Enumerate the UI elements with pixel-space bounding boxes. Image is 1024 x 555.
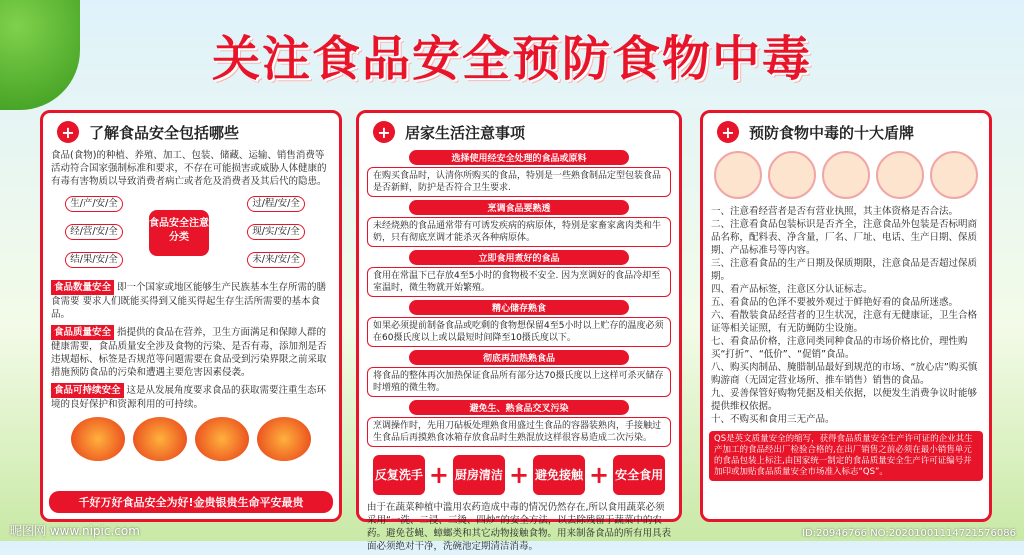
tip-body: 食用在常温下已存放4至5小时的食物极不安全. 因为烹调好的食品冷却至室温时，微生物就开始繁殖。	[367, 267, 671, 297]
slogan-bar: 千好万好食品安全为好!金贵银贵生命平安最贵	[49, 491, 333, 513]
tip-heading: 立即食用煮好的食品	[409, 250, 629, 265]
classification-diagram	[51, 194, 331, 274]
child-eating-illustration	[768, 151, 816, 199]
class-item: 经/营/安/全	[65, 224, 123, 240]
sustain-text: 这是从发展角度要求食品的获取需要注重生态环境的良好保护和资源利用的可持续。	[51, 385, 327, 410]
food-image	[133, 417, 187, 461]
illustration-row	[703, 151, 989, 199]
child-eating-illustration	[822, 151, 870, 199]
class-item: 过/程/安/全	[247, 196, 305, 212]
panel-home-tips	[356, 110, 682, 552]
plus-icon: +	[57, 121, 79, 143]
tip-heading: 烹调食品要熟透	[409, 200, 629, 215]
qty-tag: 食品数量安全	[51, 280, 114, 295]
action-safe-eat: 安全食用	[613, 455, 665, 495]
shield-item: 八、购买肉制品、腌腊制品最好到规范的市场、“放心店”购买慎购游商（无固定营业场所、推车销售）销售的食品。	[711, 362, 978, 386]
quality-paragraph	[43, 323, 339, 381]
child-eating-illustration	[876, 151, 924, 199]
food-image	[195, 417, 249, 461]
quality-tag: 食品质量安全	[51, 325, 114, 340]
shield-item: 六、看散装食品经营者的卫生状况，注意有无健康证，卫生合格证等相关证照，有无防蝇防尘设施。	[711, 310, 978, 334]
plus-icon: +	[589, 461, 610, 489]
qty-paragraph	[43, 278, 339, 323]
panel-heading: 居家生活注意事项	[405, 123, 526, 142]
class-center: 食品安全注意分类	[149, 210, 209, 256]
plus-icon: +	[508, 461, 530, 489]
panel-ten-shields	[700, 110, 992, 522]
qty-text: 即一个国家或地区能够生产民族基本生存所需的膳食需要 要求人们既能买得到又能买得起生存生活所需要的基本食品。	[51, 282, 327, 320]
sustain-tag: 食品可持续安全	[51, 383, 124, 398]
action-wash-hands: 反复洗手	[373, 455, 425, 495]
plus-icon: +	[373, 121, 395, 143]
sustain-paragraph	[43, 381, 339, 413]
intro-text: 食品(食物)的种植、养殖、加工、包装、储藏、运输、销售消费等活动符合国家强制标准和要求，不存在可能损害或威胁人体健康的有毒有害物质以导致消费者病亡或者危及消费者及其后代的隐患。	[51, 150, 327, 187]
child-eating-illustration	[714, 151, 762, 199]
shield-list	[703, 203, 989, 428]
plus-icon: +	[717, 121, 739, 143]
class-item: 生/产/安/全	[65, 196, 123, 212]
action-kitchen-clean: 厨房清洁	[453, 455, 505, 495]
food-image	[71, 417, 125, 461]
shield-item: 五、看食品的色泽不要被外观过于鲜艳好看的食品所迷惑。	[711, 297, 959, 308]
food-image	[257, 417, 311, 461]
tips-list	[359, 150, 679, 447]
action-avoid-contact: 避免接触	[533, 455, 585, 495]
shield-item: 一、注意看经营者是否有营业执照，其主体资格是否合法。	[711, 206, 959, 217]
tip-heading: 选择使用经安全处理的食品或原料	[409, 150, 629, 165]
class-item: 未/来/安/全	[247, 252, 305, 268]
shield-item: 二、注意看食品包装标识是否齐全，注意食品外包装是否标明商品名称，配料表、净含量，厂名、厂址、电话、生产日期、保质期、产品标准号等内容。	[711, 219, 978, 256]
tip-body: 将食品的整体再次加热保证食品所有部分达70摄氏度以上这样可杀灭储存时增殖的微生物。	[367, 367, 671, 397]
shield-item: 七、看食品价格，注意同类同种食品的市场价格比价，理性购买“打折”、“低价”、“促销”食品。	[711, 336, 968, 360]
shield-item: 九、妥善保管好购物凭据及相关依据，以便发生消费争议时能够提供维权依据。	[711, 388, 978, 412]
class-item: 结/果/安/全	[65, 252, 123, 268]
tip-body: 如果必须提前制备食品或吃剩的食物想保留4至5小时以上贮存的温度必须在60摄氏度以上或以最短时间降至10摄氏度以下。	[367, 317, 671, 347]
tip-body: 未经烧熟的食品通常带有可诱发疾病的病原体，特别是家畜家禽肉类和牛奶，只有彻底烹调才能杀灭各种病原体。	[367, 217, 671, 247]
tip-heading: 彻底再加热熟食品	[409, 350, 629, 365]
shield-item: 四、看产品标签，注意区分认证标志。	[711, 284, 873, 295]
child-eating-illustration	[930, 151, 978, 199]
shield-item: 十、不购买和食用三无产品。	[711, 414, 835, 425]
panel-heading: 了解食品安全包括哪些	[89, 123, 240, 142]
shield-item: 三、注意看食品的生产日期及保质期限，注意食品是否超过保质期。	[711, 258, 978, 282]
key-actions	[359, 455, 679, 495]
tip-body: 烹调操作时，先用刀砧板处理熟食用盛过生食品的容器装熟肉，手接触过生食品后再摸熟食冰箱存放食品时生熟混放这样很容易造成二次污染。	[367, 417, 671, 447]
watermark-right: ID:20946766 NO:20201001114721576086	[802, 528, 1016, 539]
tip-heading: 避免生、熟食品交叉污染	[409, 400, 629, 415]
food-images	[43, 417, 339, 461]
panel-heading: 预防食物中毒的十大盾牌	[749, 123, 915, 142]
footer-text: 由于在蔬菜种植中滥用农药造成中毒的情况仍然存在,所以食用蔬菜必须采用“一洗、二浸、三烫、四炒”的安全方法，以去除残留于蔬菜中的农药。避免苍蝇、蟑螂类和其它动物接触食物。用来制备食品的所有用具表面必须绝对干净，洗碗池定期清洁消毒。	[367, 502, 672, 552]
qs-note: QS是英文质量安全的缩写，获得食品质量安全生产许可证的企业其生产加工的食品经出厂检验合格的,在出厂销售之前必须在最小销售单元的食品包装上标注,由国家统一制定的食品质量安全生产许可证编号并加印或加贴食品质量安全市场准入标志“QS”。	[709, 431, 983, 481]
class-item: 现/实/安/全	[247, 224, 305, 240]
quality-text: 指提供的食品在营养，卫生方面满足和保障人群的健康需要，食品质量安全涉及食物的污染、是否有毒，添加剂是否违规超标、标签是否规范等问题需要在食品受到污染界限之前采取措施预防食品的污染和遭遇主要危害因素侵袭。	[51, 327, 327, 378]
tip-heading: 精心储存熟食	[409, 300, 629, 315]
plus-icon: +	[428, 461, 449, 489]
panel-food-safety	[40, 110, 342, 522]
tip-body: 在购买食品时，认清你所购买的食品，特别是一些熟食制品定型包装食品是否新鲜，防护是否符合卫生要求.	[367, 167, 671, 197]
watermark-left: 昵图网 www.nipic.com	[10, 524, 140, 538]
page-title: 关注食品安全预防食物中毒	[211, 31, 812, 87]
